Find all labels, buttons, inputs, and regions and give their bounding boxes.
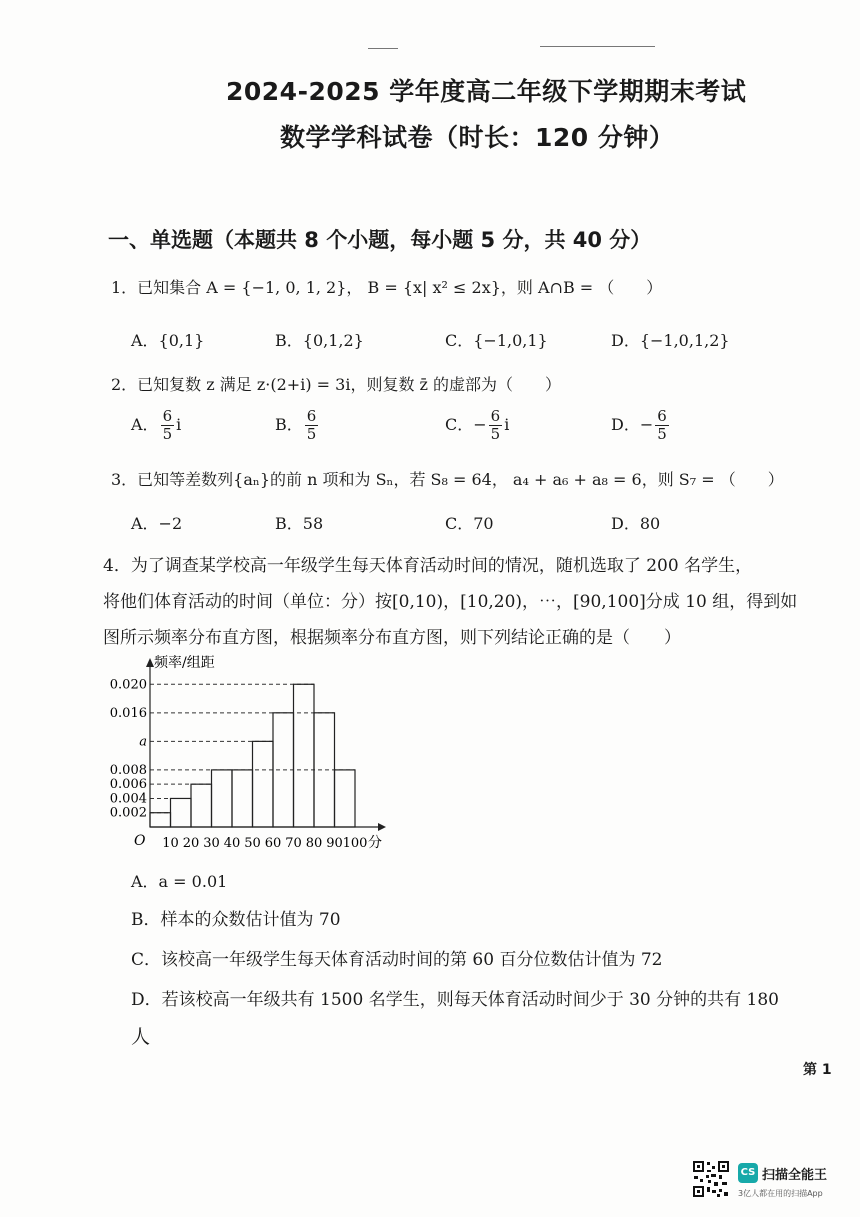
qr-code-icon [692,1160,730,1198]
fraction [655,408,669,443]
y-tick-label: a [139,734,147,750]
question-2-stem: 2．已知复数 z 满足 z·(2+i) = 3i，则复数 z̄ 的虚部为（ ） [111,375,562,394]
x-tick-label: 80 [305,836,323,851]
x-tick-label: 20 [182,836,200,851]
x-tick-label: 90 [326,836,343,851]
y-tick-label: 0.006 [109,777,147,793]
q2-option-a-suffix: i [176,415,182,434]
page-number: 第 1 [803,1062,832,1078]
scanner-tagline: 3亿人都在用的扫描App [738,1189,823,1198]
frequency-histogram [100,655,400,860]
q3-option-b: B．58 [275,514,324,533]
histogram-bar [335,770,356,827]
q4-option-c: C．该校高一年级学生每天体育活动时间的第 60 百分位数估计值为 72 [131,950,663,970]
scan-line [540,46,655,47]
fraction-denominator: 5 [306,425,317,443]
histogram-bar [232,770,253,827]
scan-line [368,48,398,49]
y-axis-label: 频率/组距 [154,655,215,671]
histogram-bar [150,813,171,827]
exam-subtitle: 数学学科试卷（时长：120 分钟） [280,123,675,152]
origin-label: O [134,833,146,849]
question-1-stem: 1．已知集合 A = {−1, 0, 1, 2}， B = {x| x² ≤ 2x}，则 A∩B = （ ） [111,278,663,297]
q2-option-d-label: D．− [611,415,654,434]
x-tick-label: 60 [264,836,282,851]
x-tick-label: 50 [244,836,261,851]
histogram-bar [314,713,335,827]
q3-option-a: A．−2 [131,514,183,533]
x-tick-label: 40 [223,836,241,851]
y-axis-arrow-icon [146,658,154,667]
fraction-numerator: 6 [306,407,317,425]
scanner-logo-icon: CS [738,1163,758,1183]
y-tick-label: 0.020 [109,677,147,693]
q1-option-d: D．{−1,0,1,2} [611,331,730,350]
fraction-denominator: 5 [162,425,173,443]
q4-option-d-line1: D．若该校高一年级共有 1500 名学生，则每天体育活动时间少于 30 分钟的共有 180 [131,990,779,1010]
q3-option-c: C．70 [445,514,494,533]
q1-option-a: A．{0,1} [131,331,205,350]
y-tick-label: 0.002 [109,805,147,821]
q2-option-d [611,408,671,443]
y-tick-label: 0.016 [109,705,147,721]
question-4-stem-line3: 图所示频率分布直方图，根据频率分布直方图，则下列结论正确的是（ ） [103,628,681,648]
q4-option-d-line2: 人 [131,1026,151,1048]
y-tick-label: 0.008 [109,762,147,778]
x-tick-label: 100 [342,836,368,851]
fraction [305,408,319,443]
x-tick-label: 30 [203,836,220,851]
question-4-stem-line2: 将他们体育活动的时间（单位：分）按[0,10)，[10,20)，⋯，[90,100]分成 10 组，得到如 [103,592,798,612]
fraction-numerator: 6 [162,407,173,425]
fraction-numerator: 6 [490,407,501,425]
question-4-stem-line1: 4．为了调查某学校高一年级学生每天体育活动时间的情况，随机选取了 200 名学生， [103,556,753,576]
fraction [489,408,503,443]
q4-option-b: B．样本的众数估计值为 70 [131,910,341,930]
histogram-bar [253,741,274,827]
scanner-brand: 扫描全能王 [762,1168,828,1183]
x-axis-arrow-icon [378,823,386,831]
q1-option-b: B．{0,1,2} [275,331,364,350]
x-axis-label: 分 [368,835,382,851]
y-tick-label: 0.004 [109,791,147,807]
q2-option-c-suffix: i [504,415,510,434]
histogram-bar [171,798,192,827]
x-tick-label: 70 [285,836,302,851]
q2-option-a [131,408,181,443]
histogram-bar [191,784,212,827]
histogram-bar [212,770,233,827]
exam-title: 2024-2025 学年度高二年级下学期期末考试 [226,77,747,106]
q2-option-c [445,408,509,443]
q3-option-d: D．80 [611,514,661,533]
fraction-numerator: 6 [657,407,667,425]
question-3-stem: 3．已知等差数列{aₙ}的前 n 项和为 Sₙ，若 S₈ = 64， a₄ + a₆ + a₈ = 6，则 S₇ = （ ） [111,470,784,489]
q2-option-b-label: B． [275,415,303,434]
x-tick-label: 10 [162,836,179,851]
q2-option-a-label: A． [131,415,159,434]
fraction [161,408,175,443]
histogram-bar [294,684,315,827]
section-heading: 一、单选题（本题共 8 个小题，每小题 5 分，共 40 分） [108,228,652,252]
fraction-denominator: 5 [657,425,667,443]
q2-option-c-label: C．− [445,415,487,434]
q2-option-b [275,408,320,443]
q1-option-c: C．{−1,0,1} [445,331,548,350]
fraction-denominator: 5 [490,425,501,443]
q4-option-a: A．a = 0.01 [131,872,228,891]
